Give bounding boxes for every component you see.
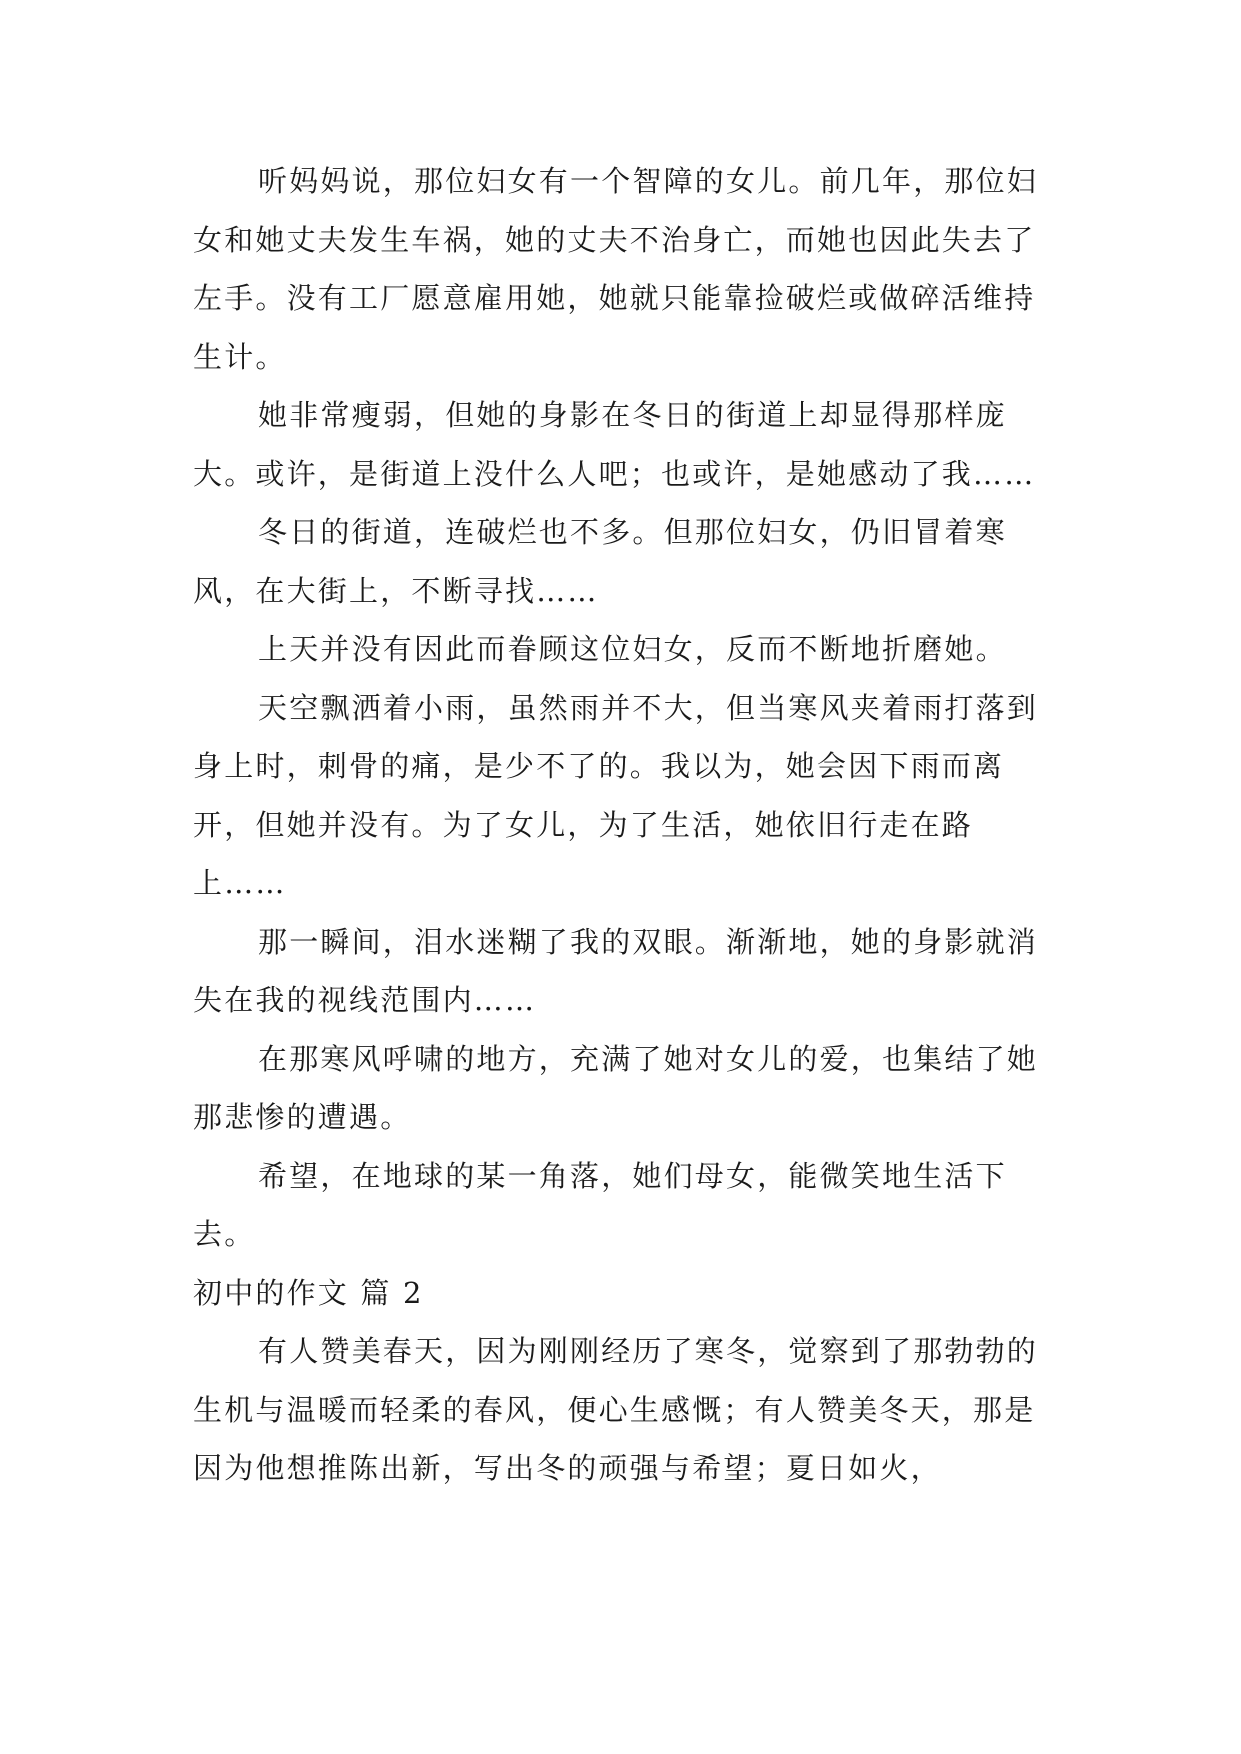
document-body: [193, 152, 1043, 1498]
paragraph-3: 冬日的街道，连破烂也不多。但那位妇女，仍旧冒着寒风，在大街上，不断寻找……: [193, 515, 1007, 608]
paragraph-1: 听妈妈说，那位妇女有一个智障的女儿。前几年，那位妇女和她丈夫发生车祸，她的丈夫不治身亡，而她也因此失去了左手。没有工厂愿意雇用她，她就只能靠捡破烂或做碎活维持生计。: [193, 164, 1039, 374]
paragraph-9: 有人赞美春天，因为刚刚经历了寒冬，觉察到了那勃勃的生机与温暖而轻柔的春风，便心生感慨；有人赞美冬天，那是因为他想推陈出新，写出冬的顽强与希望；夏日如火，: [193, 1334, 1039, 1485]
paragraph-5: 天空飘洒着小雨，虽然雨并不大，但当寒风夹着雨打落到身上时，刺骨的痛，是少不了的。我以为，她会因下雨而离开，但她并没有。为了女儿，为了生活，她依旧行走在路上……: [193, 690, 1039, 900]
paragraph-8: 希望，在地球的某一角落，她们母女，能微笑地生活下去。: [193, 1158, 1007, 1251]
paragraph-7: 在那寒风呼啸的地方，充满了她对女儿的爱，也集结了她那悲惨的遭遇。: [193, 1041, 1039, 1134]
paragraph-6: 那一瞬间，泪水迷糊了我的双眼。渐渐地，她的身影就消失在我的视线范围内……: [193, 924, 1039, 1017]
section-heading: 初中的作文 篇 2: [193, 1275, 424, 1310]
paragraph-2: 她非常瘦弱，但她的身影在冬日的街道上却显得那样庞大。或许，是街道上没什么人吧；也或许，是她感动了我……: [193, 398, 1036, 491]
paragraph-4: 上天并没有因此而眷顾这位妇女，反而不断地折磨她。: [258, 632, 1007, 666]
